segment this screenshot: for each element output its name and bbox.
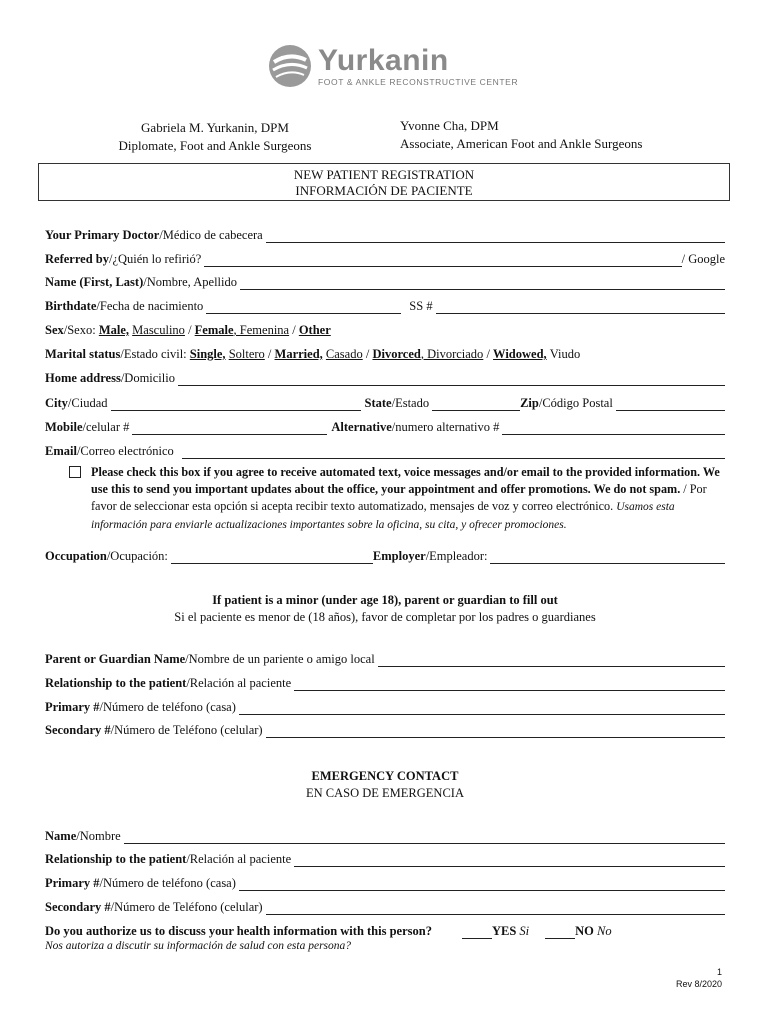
home-address-field[interactable]	[178, 373, 725, 386]
primary-doctor-label: Your Primary Doctor	[45, 228, 160, 242]
primary-doctor-label-es: /Médico de cabecera	[159, 228, 263, 242]
emergency-heading-es: EN CASO DE EMERGENCIA	[306, 786, 464, 800]
emergency-primary-label-es: /Número de teléfono (casa)	[99, 876, 236, 890]
occupation-label-es: /Ocupación:	[106, 549, 168, 563]
sex-option-female[interactable]: Female	[194, 323, 234, 337]
city-row	[45, 393, 725, 411]
authorize-yes-field[interactable]	[462, 926, 492, 939]
authorize-question-es: Nos autoriza a discutir su información de salud con esta persona?	[45, 940, 352, 952]
minor-heading: If patient is a minor (under age 18), parent or guardian to fill out	[212, 593, 558, 607]
minor-heading-es: Si el paciente es menor de (18 años), favor de completar por los padres o guardianes	[174, 610, 596, 624]
zip-label: Zip	[520, 396, 539, 410]
email-field[interactable]	[182, 446, 725, 459]
state-field[interactable]	[432, 398, 520, 411]
authorize-no-field[interactable]	[545, 926, 575, 939]
mobile-label: Mobile	[45, 420, 83, 434]
sex-option-female-es: , Femenina	[233, 323, 290, 337]
guardian-primary-label: Primary #	[45, 700, 100, 714]
authorize-no-label: NO	[575, 924, 594, 938]
guardian-name-field[interactable]	[378, 654, 725, 667]
sex-option-male-es: Masculino	[132, 323, 185, 337]
sex-option-male[interactable]: Male,	[98, 323, 130, 337]
emergency-name-label-es: /Nombre	[76, 829, 121, 843]
name-field[interactable]	[240, 277, 725, 290]
doctor-1	[70, 119, 360, 155]
guardian-primary-field[interactable]	[239, 702, 725, 715]
birthdate-label: Birthdate	[45, 299, 97, 313]
ss-field[interactable]	[436, 301, 725, 314]
doctor-1-title: Diplomate, Foot and Ankle Surgeons	[118, 138, 312, 153]
employer-label: Employer	[372, 549, 426, 563]
city-label-es: /Ciudad	[67, 396, 108, 410]
page-number: 1	[716, 967, 722, 977]
authorize-no-label-es: No	[597, 924, 612, 938]
marital-option-married-es: Casado	[325, 347, 363, 361]
occupation-row	[45, 546, 725, 564]
guardian-name-label: Parent or Guardian Name	[45, 652, 186, 666]
emergency-primary-label: Primary #	[45, 876, 100, 890]
mobile-row	[45, 417, 725, 435]
form-title-es: INFORMACIÓN DE PACIENTE	[295, 183, 473, 198]
logo-subtitle: FOOT & ANKLE RECONSTRUCTIVE CENTER	[318, 77, 519, 87]
primary-doctor-field[interactable]	[266, 230, 725, 243]
emergency-secondary-label-es: /Número de Teléfono (celular)	[110, 900, 263, 914]
marital-option-married[interactable]: Married,	[274, 347, 323, 361]
consent-text-es-italic: Usamos esta información para enviarle actualizaciones importantes sobre la oficina, su cita, y ofrecer promociones.	[91, 501, 675, 531]
consent-text-en: Please check this box if you agree to receive automated text, voice messages and/or email to the provided information. We use this to send you important updates about the office, your appointment and offer promotions. We do not spam.	[91, 465, 720, 496]
emergency-relationship-label: Relationship to the patient	[45, 852, 187, 866]
guardian-relationship-row	[45, 673, 725, 691]
marital-option-widowed[interactable]: Widowed,	[493, 347, 547, 361]
guardian-secondary-label-es: /Número de Teléfono (celular)	[110, 723, 263, 737]
home-address-label-es: /Domicilio	[120, 371, 175, 385]
form-title-box	[38, 163, 730, 201]
guardian-relationship-field[interactable]	[294, 678, 725, 691]
state-label: State	[364, 396, 392, 410]
sex-label-es: /Sexo:	[63, 323, 96, 337]
name-label-es: /Nombre, Apellido	[143, 275, 237, 289]
marital-option-divorced[interactable]: Divorced	[372, 347, 421, 361]
doctor-2-title: Associate, American Foot and Ankle Surgeons	[400, 136, 643, 151]
employer-label-es: /Empleador:	[425, 549, 488, 563]
marital-row: Marital status /Estado civil: Single, Soltero / Married, Casado / Divorced , Divorciado / Widowed, Viudo	[45, 347, 581, 361]
guardian-primary-label-es: /Número de teléfono (casa)	[99, 700, 236, 714]
logo-swirl-icon	[268, 44, 312, 88]
mobile-label-es: /celular #	[82, 420, 130, 434]
emergency-relationship-field[interactable]	[294, 854, 725, 867]
occupation-field[interactable]	[171, 551, 373, 564]
birthdate-row	[45, 296, 725, 314]
marital-option-widowed-es: Viudo	[549, 347, 581, 361]
email-label: Email	[45, 444, 77, 458]
sex-label: Sex	[45, 323, 64, 337]
referred-field[interactable]	[204, 254, 681, 267]
guardian-primary-row	[45, 697, 725, 715]
authorize-yes-label-es: Si	[519, 924, 530, 938]
alternative-label-es: /numero alternativo #	[391, 420, 500, 434]
emergency-heading: EMERGENCY CONTACT	[311, 769, 459, 783]
form-title-en: NEW PATIENT REGISTRATION	[293, 167, 475, 182]
doctor-2-name: Yvonne Cha, DPM	[400, 118, 499, 133]
home-address-row	[45, 368, 725, 386]
guardian-relationship-label-es: /Relación al paciente	[186, 676, 292, 690]
guardian-secondary-field[interactable]	[266, 725, 725, 738]
zip-label-es: /Código Postal	[538, 396, 613, 410]
guardian-secondary-row	[45, 720, 725, 738]
marital-label-es: /Estado civil:	[120, 347, 187, 361]
city-label: City	[45, 396, 68, 410]
name-row	[45, 272, 725, 290]
referred-label: Referred by	[45, 252, 109, 266]
referred-row	[45, 249, 725, 267]
referred-google: / Google	[681, 252, 725, 266]
emergency-secondary-field[interactable]	[266, 902, 725, 915]
consent-text	[91, 464, 721, 534]
logo-name: Yurkanin	[318, 44, 449, 77]
primary-doctor-row	[45, 225, 725, 243]
email-row	[45, 441, 725, 459]
consent-text-es: / Por favor de seleccionar esta opción si acepta recibir texto automatizado, mensajes de voz y correo electrónico.	[91, 482, 707, 513]
emergency-relationship-row	[45, 849, 725, 867]
birthdate-label-es: /Fecha de nacimiento	[96, 299, 204, 313]
name-label: Name (First, Last)	[45, 275, 144, 289]
page-footer	[676, 966, 722, 990]
emergency-name-field[interactable]	[124, 831, 725, 844]
emergency-primary-row	[45, 873, 725, 891]
marital-option-single[interactable]: Single,	[189, 347, 226, 361]
revision-date: Rev 8/2020	[675, 979, 722, 989]
guardian-name-label-es: /Nombre de un pariente o amigo local	[185, 652, 375, 666]
email-label-es: /Correo electrónico	[76, 444, 174, 458]
occupation-label: Occupation	[45, 549, 107, 563]
employer-field[interactable]	[490, 551, 725, 564]
clinic-logo	[268, 44, 519, 92]
guardian-relationship-label: Relationship to the patient	[45, 676, 187, 690]
alternative-field[interactable]	[502, 422, 725, 435]
doctor-1-name: Gabriela M. Yurkanin, DPM	[141, 120, 289, 135]
city-field[interactable]	[111, 398, 361, 411]
ss-label: SS #	[409, 299, 433, 313]
emergency-name-label: Name	[45, 829, 77, 843]
marital-option-divorced-es: , Divorciado	[420, 347, 484, 361]
emergency-name-row	[45, 826, 725, 844]
emergency-primary-field[interactable]	[239, 878, 725, 891]
sex-option-other[interactable]: Other	[298, 323, 331, 337]
sex-row: Sex /Sexo: Male, Masculino / Female , Femenina / Other	[45, 323, 331, 337]
authorize-row	[45, 921, 725, 939]
state-label-es: /Estado	[391, 396, 430, 410]
emergency-secondary-label: Secondary #	[45, 900, 111, 914]
authorize-yes-label: YES	[491, 924, 517, 938]
birthdate-field[interactable]	[206, 301, 401, 314]
emergency-relationship-label-es: /Relación al paciente	[186, 852, 292, 866]
alternative-label: Alternative	[331, 420, 392, 434]
guardian-secondary-label: Secondary #	[45, 723, 111, 737]
home-address-label: Home address	[45, 371, 121, 385]
consent-checkbox[interactable]	[69, 466, 81, 478]
mobile-field[interactable]	[132, 422, 327, 435]
marital-label: Marital status	[45, 347, 121, 361]
guardian-name-row	[45, 649, 725, 667]
doctor-2	[400, 117, 690, 153]
referred-label-es: /¿Quién lo refirió?	[108, 252, 202, 266]
marital-option-single-es: Soltero	[228, 347, 265, 361]
emergency-secondary-row	[45, 897, 725, 915]
zip-field[interactable]	[616, 398, 725, 411]
authorize-question: Do you authorize us to discuss your health information with this person?	[45, 924, 432, 938]
